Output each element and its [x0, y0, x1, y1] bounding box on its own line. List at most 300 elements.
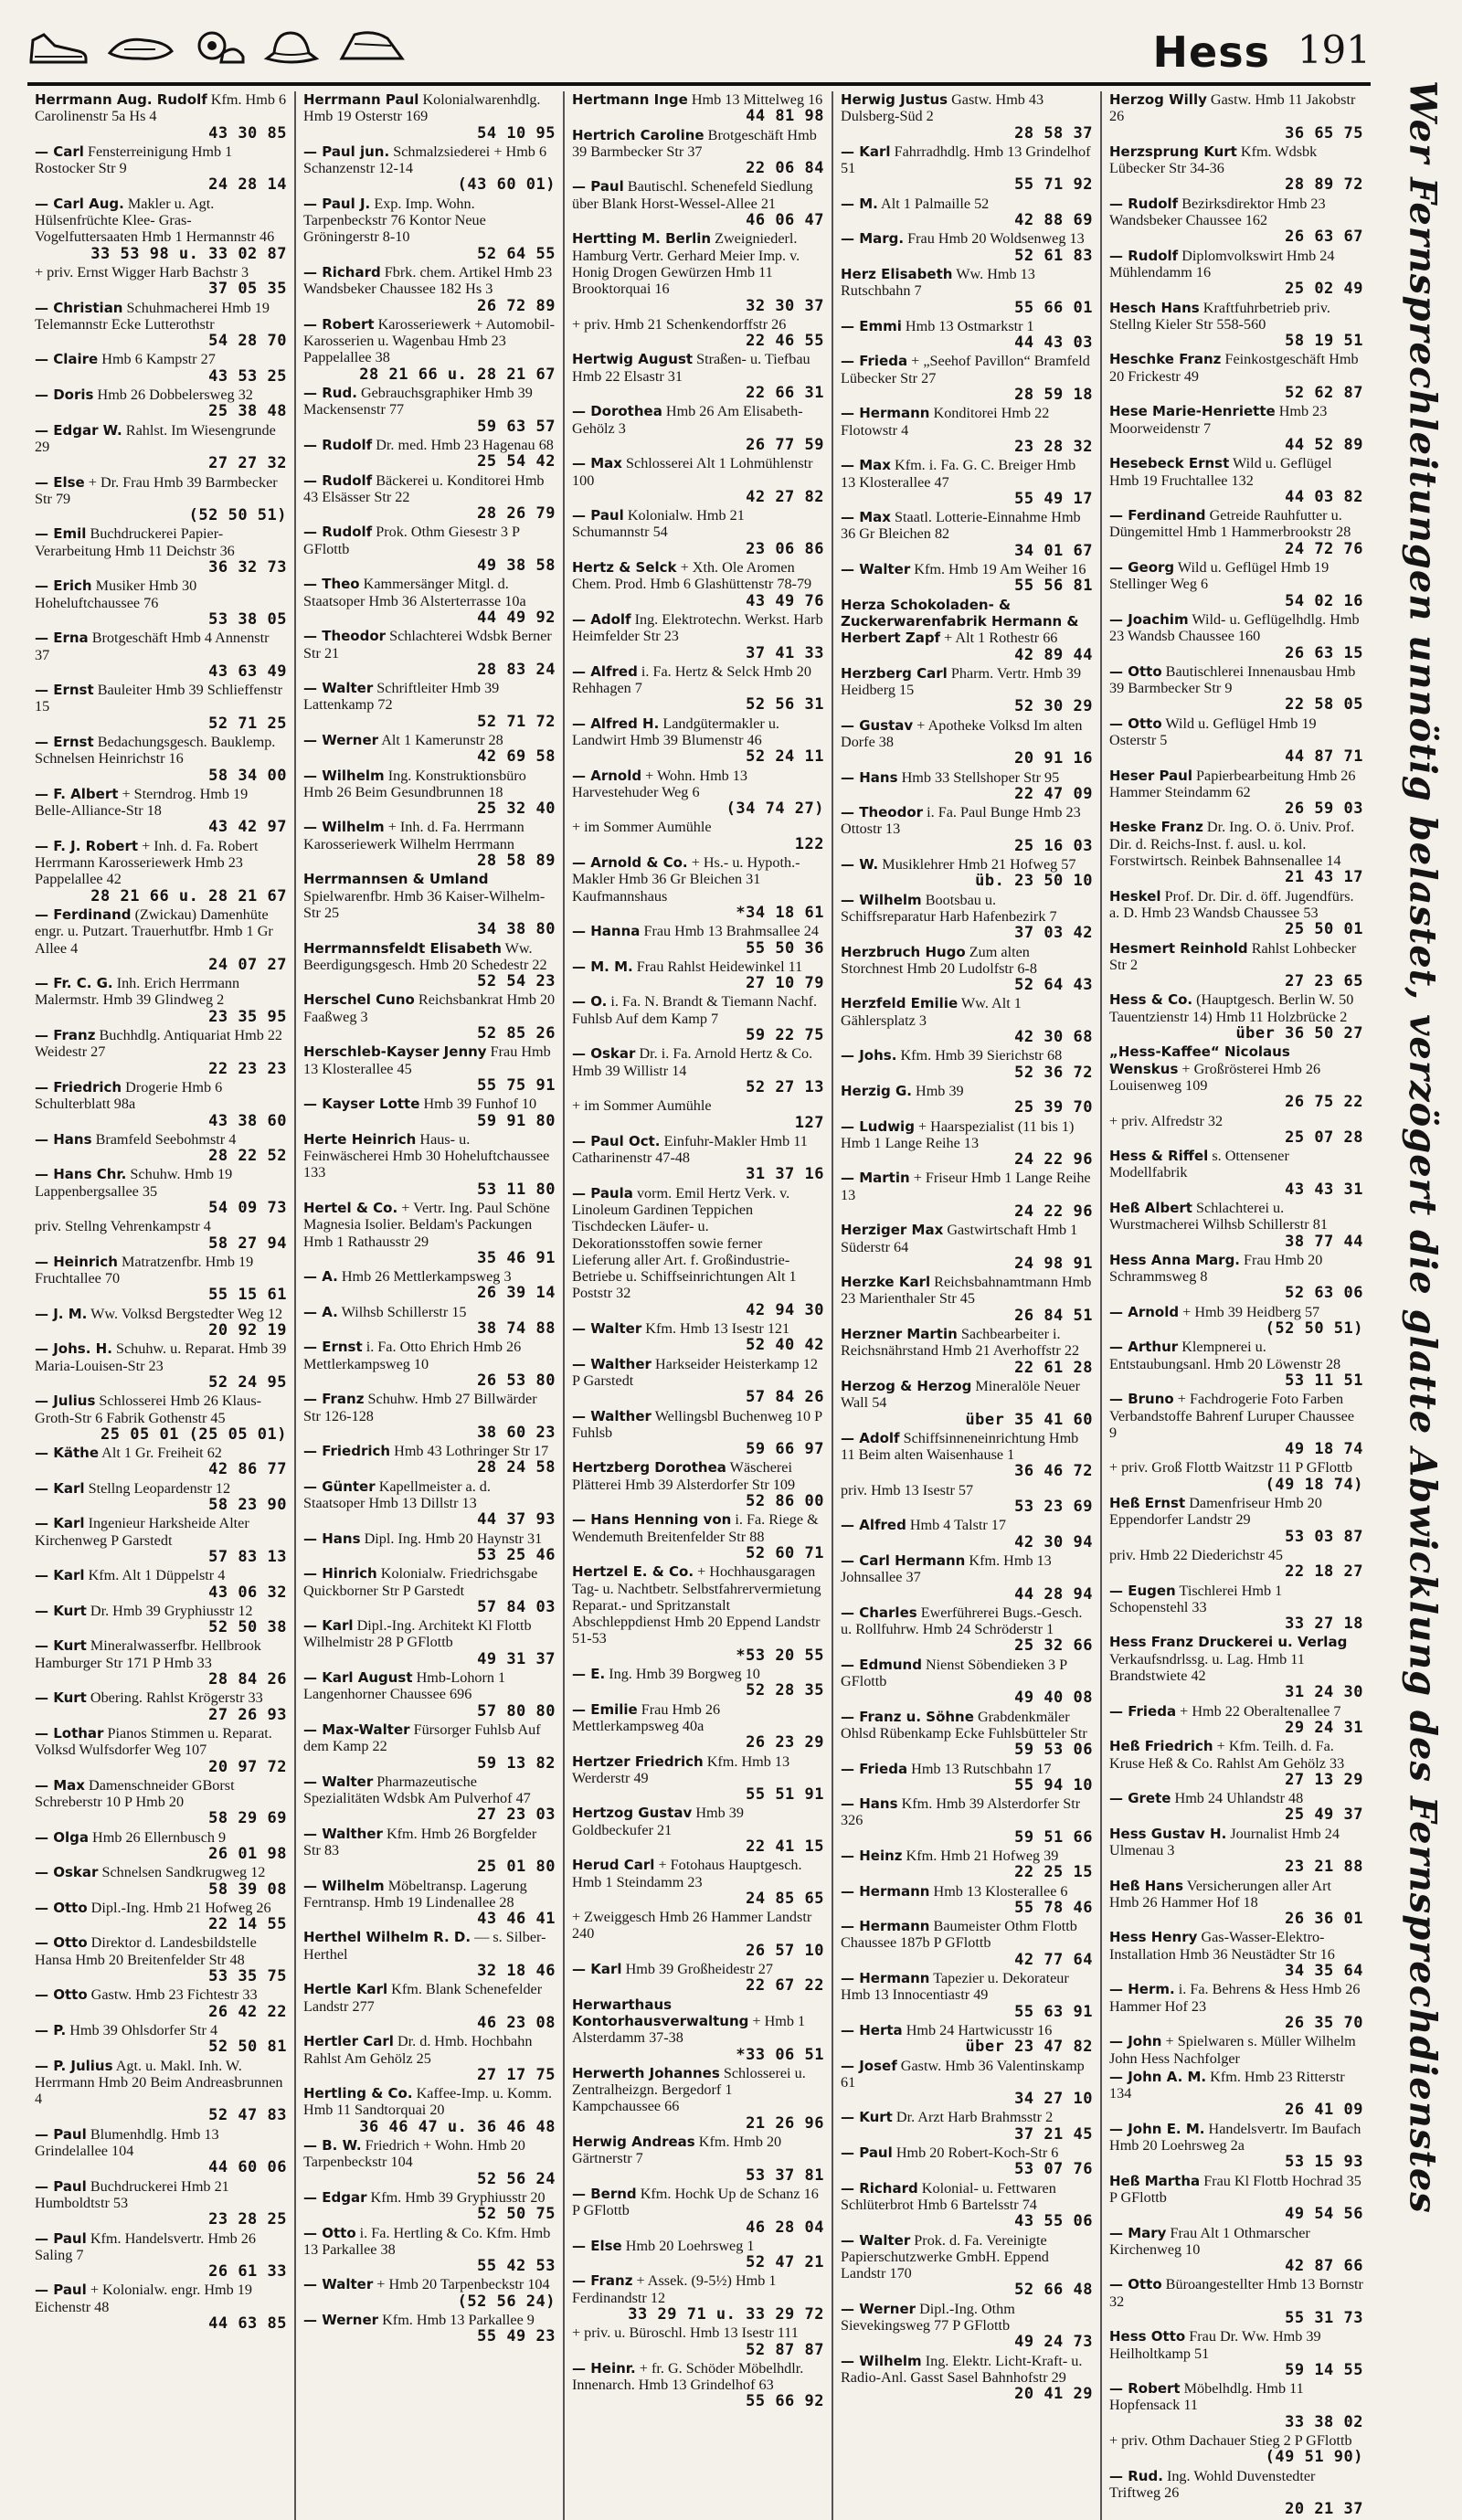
- entry-name: — Marg.: [841, 230, 905, 248]
- entry-name: — Paul: [35, 2177, 87, 2195]
- directory-entry: [572, 1097, 824, 1131]
- entry-details: Schuhw. Hmb 27 Billwärder Str 126-128: [303, 1391, 537, 1424]
- entry-phone: 27 23 03: [477, 1805, 556, 1825]
- entry-name: Heß Hans: [1109, 1877, 1184, 1894]
- directory-entry: [572, 1701, 824, 1752]
- header-keyword: Hess: [1152, 27, 1270, 77]
- header-icons: [27, 26, 406, 66]
- directory-entry: [35, 1340, 287, 1391]
- entry-phone: üb. 23 50 10: [975, 872, 1093, 891]
- entry-details: Wild u. Geflügel Hmb 19 Stellinger Weg 6: [1109, 559, 1330, 593]
- entry-details: Schriftleiter Hmb 39 Lattenkamp 72: [303, 680, 500, 714]
- directory-entry: [303, 1304, 556, 1338]
- entry-phone: 52 24 95: [208, 1372, 287, 1392]
- entry-phone: 22 61 28: [1014, 1358, 1093, 1377]
- entry-name: — Hans Chr.: [35, 1166, 127, 1183]
- entry-details: + im Sommer Aumühle: [572, 819, 712, 836]
- entry-details: Hmb 13 Klosterallee 6: [933, 1882, 1068, 1900]
- entry-details: Klempnerei u. Entstaubungsanl. Hmb 20 Löwenstr 28: [1109, 1339, 1341, 1372]
- entry-phone: 26 63 67: [1285, 228, 1363, 247]
- entry-details: i. Fa. Paul Bunge Hmb 23 Ottostr 13: [841, 804, 1081, 838]
- entry-details: Musiker Hmb 30 Hoheluftchaussee 76: [35, 577, 197, 611]
- entry-name: — O.: [572, 993, 608, 1011]
- entry-name: — Hans Henning von: [572, 1511, 732, 1529]
- entry-details: Buchhdlg. Antiquariat Hmb 22 Weidestr 27: [35, 1027, 283, 1061]
- entry-details: Agt. u. Makl. Inh. W. Herrmann Hmb 20 Beim Andreasbrunnen 4: [35, 2057, 283, 2108]
- entry-phone: 38 74 88: [477, 1319, 556, 1339]
- entry-details: Makler u. Agt. Hülsenfrüchte Klee- Gras- Vogelfuttersaaten Hmb 1 Hermannstr 46: [35, 195, 275, 246]
- entry-details: Spielwarenfbr. Hmb 36 Kaiser-Wilhelm-Str 25: [303, 887, 546, 921]
- directory-entry: [35, 682, 287, 732]
- entry-phone: 46 23 08: [477, 2013, 556, 2032]
- entry-details: + „Seehof Pavillon“ Bramfeld Lübecker Str 27: [841, 353, 1090, 386]
- directory-entry: [303, 385, 556, 435]
- directory-entry: [303, 768, 556, 818]
- entry-details: Kfm. Wdsbk Lübecker Str 34-36: [1109, 143, 1318, 177]
- entry-phone: 28 89 72: [1285, 175, 1363, 195]
- entry-phone: 53 15 93: [1285, 2153, 1363, 2172]
- entry-details: Bedachungsgesch. Bauklemp. Schnelsen Heinrichstr 16: [35, 733, 276, 768]
- entry-details: Kaffee-Imp. u. Komm. Hmb 11 Sandtorquai 20: [303, 2085, 553, 2119]
- entry-phone: 49 40 08: [1014, 1689, 1093, 1708]
- entry-phone: 122: [794, 834, 824, 853]
- entry-name: — M. M.: [572, 958, 633, 975]
- entry-phone: 55 50 36: [746, 938, 824, 958]
- entry-details: Brotgeschäft Hmb 4 Annenstr 37: [35, 630, 270, 663]
- entry-phone: 25 01 80: [477, 1858, 556, 1877]
- directory-entry: [1109, 1304, 1363, 1338]
- entry-name: — J. M.: [35, 1305, 88, 1322]
- entry-details: + priv. Othm Dachauer Stieg 2 P GFlottb: [1109, 2432, 1352, 2450]
- entry-phone: 28 58 37: [1014, 123, 1093, 143]
- directory-entry: [35, 734, 287, 784]
- entry-name: — Werner: [303, 731, 379, 748]
- entry-name: — Kurt: [35, 1689, 87, 1707]
- entry-phone: 33 38 02: [1285, 2412, 1363, 2431]
- entry-name: — Ernst: [35, 733, 94, 750]
- entry-name: — Otto: [35, 1899, 88, 1916]
- entry-phone: 26 75 22: [1285, 1093, 1363, 1112]
- entry-details: Hmb 26 Am Elisabeth-Gehölz 3: [572, 403, 803, 437]
- entry-details: Frau Hmb 13 Brahmsallee 24: [643, 923, 819, 940]
- entry-phone: 57 83 13: [208, 1547, 287, 1566]
- entry-phone: 46 28 04: [746, 2218, 824, 2237]
- directory-entry: [303, 1617, 556, 1668]
- entry-details: Hmb 13 Rutschbahn 17: [911, 1760, 1052, 1777]
- directory-entry: [35, 1689, 287, 1723]
- directory-entry: [303, 732, 556, 766]
- entry-phone: 24 72 76: [1285, 539, 1363, 558]
- directory-entry: [841, 1604, 1093, 1655]
- directory-entry: [35, 1079, 287, 1129]
- entry-phone: 31 37 16: [746, 1165, 824, 1184]
- directory-entry: [1109, 1583, 1363, 1633]
- entry-details: Bautischl. Schenefeld Siedlung über Blank Horst-Wessel-Allee 21: [572, 178, 813, 212]
- entry-phone: 52 66 48: [1014, 2281, 1093, 2300]
- entry-details: Haus- u. Feinwäscherei Hmb 30 Hoheluftchaussee 133: [303, 1130, 550, 1181]
- entry-name: Herud Carl: [572, 1857, 655, 1874]
- entry-details: Pharm. Vertr. Hmb 39 Heidberg 15: [841, 664, 1082, 699]
- entry-name: — Hans: [841, 1795, 898, 1813]
- directory-entry: [35, 196, 287, 262]
- entry-details: Wäscherei Plätterei Hmb 39 Alsterdorfer Str 109: [572, 1459, 796, 1493]
- entry-details: Rahlst Lohbecker Str 2: [1109, 939, 1357, 973]
- entry-name: — Friedrich: [303, 1443, 391, 1460]
- directory-entry: [35, 2178, 287, 2229]
- entry-phone: 22 46 55: [746, 332, 824, 351]
- entry-name: Herzner Martin: [841, 1326, 958, 1343]
- entry-details: Tapezier u. Dekorateur Hmb 13 Innocentiastr 49: [841, 1970, 1069, 2004]
- directory-entry: [303, 2085, 556, 2135]
- directory-entry: [1109, 768, 1363, 818]
- entry-name: Hertle Karl: [303, 1981, 388, 1998]
- entry-phone: 37 41 33: [746, 643, 824, 662]
- entry-name: — Max: [841, 457, 891, 474]
- entry-phone: 26 59 03: [1285, 799, 1363, 819]
- entry-details: Ing. Wohld Duvenstedter Triftweg 26: [1109, 2467, 1316, 2501]
- entry-details: + Vertr. Ing. Paul Schöne Magnesia Isolier. Beldam's Packungen Hmb 1 Rathausstr 29: [303, 1200, 550, 1250]
- entry-details: Hmb 13 Mittelweg 16: [691, 91, 823, 108]
- directory-entry: [1109, 940, 1363, 990]
- entry-name: — Christian: [35, 299, 123, 316]
- entry-name: Hess Gustav H.: [1109, 1825, 1227, 1842]
- entry-details: Damenschneider GBorst Schreberstr 10 P Hmb 20: [35, 1776, 235, 1811]
- entry-name: — Franz: [303, 1391, 365, 1408]
- directory-entry: [1109, 715, 1363, 766]
- entry-phone: 55 49 23: [477, 2327, 556, 2346]
- entry-details: Zweigniederl. Hamburg Vertr. Gerhard Meier Imp. v. Honig Drogen Gewürzen Hmb 11 Brooktorquai 16: [572, 230, 800, 298]
- entry-details: Frau Hmb 26 Mettlerkampsweg 40a: [572, 1700, 721, 1734]
- entry-details: Matratzenfbr. Hmb 19 Fruchtallee 70: [35, 1253, 254, 1287]
- directory-entry: [1109, 559, 1363, 609]
- entry-details: Kfm. Hmb 39 Sierichstr 68: [900, 1047, 1063, 1064]
- entry-name: — Rudolf: [303, 436, 373, 453]
- entry-name: — Claire: [35, 351, 99, 368]
- entry-details: Fensterreinigung Hmb 1 Rostocker Str 9: [35, 143, 233, 177]
- entry-phone: 22 67 22: [746, 1976, 824, 1996]
- entry-details: Prof. Dr. Dir. d. öff. Jugendfürs. a. D. Hmb 23 Wandsb Chaussee 53: [1109, 887, 1354, 921]
- entry-details: Hmb-Lohorn 1 Langenhorner Chaussee 696: [303, 1669, 506, 1703]
- directory-entry: [572, 819, 824, 852]
- entry-name: — Frieda: [841, 1760, 908, 1777]
- entry-name: — Dorothea: [572, 403, 662, 420]
- entry-details: Kfm. Hmb 21 Hofweg 39: [906, 1847, 1059, 1864]
- directory-entry: [572, 1961, 824, 1995]
- directory-entry: [303, 1565, 556, 1615]
- entry-details: Gas-Wasser-Elektro-Installation Hmb 36 Neustädter Str 16: [1109, 1929, 1335, 1963]
- entry-phone: 28 21 66 u. 28 21 67: [359, 365, 556, 384]
- directory-entry: [841, 2301, 1093, 2351]
- entry-phone: 20 97 72: [208, 1757, 287, 1776]
- entry-details: Schlosserei u. Zentralheizgn. Bergedorf 1 Kampchaussee 66: [572, 2064, 806, 2115]
- directory-entry: [841, 2232, 1093, 2299]
- entry-details: Zum alten Storchnest Hmb 20 Ludolfstr 6-8: [841, 943, 1037, 977]
- entry-phone: *33 06 51: [736, 2045, 824, 2064]
- entry-details: Frau Kl Flottb Hochrad 35 P GFlottb: [1109, 2172, 1361, 2206]
- entry-name: — Otto: [1109, 662, 1162, 680]
- entry-phone: 57 80 80: [477, 1701, 556, 1721]
- entry-phone: 55 66 92: [746, 2392, 824, 2411]
- directory-entry: [841, 2109, 1093, 2143]
- entry-details: Getreide Rauhfutter u. Düngemittel Hmb 1 Hammerbrookstr 28: [1109, 507, 1351, 541]
- entry-details: Alt 1 Palmaille 52: [881, 195, 990, 212]
- directory-entry: [841, 1222, 1093, 1272]
- directory-entry: [303, 871, 556, 937]
- entry-phone: 43 49 76: [746, 591, 824, 610]
- entry-details: Direktor d. Landesbildstelle Hansa Hmb 20 Breitenfelder Str 48: [35, 1934, 257, 1968]
- directory-entry: [841, 457, 1093, 507]
- entry-name: Herzog & Herzog: [841, 1377, 972, 1394]
- entry-phone: 49 24 73: [1014, 2333, 1093, 2352]
- entry-details: Hmb 26 Mettlerkampsweg 3: [341, 1268, 512, 1286]
- entry-phone: 42 86 77: [208, 1460, 287, 1479]
- entry-name: Heß Friedrich: [1109, 1738, 1213, 1755]
- entry-name: — Walter: [303, 1773, 374, 1790]
- directory-entry: [572, 663, 824, 714]
- entry-details: + priv. Alfredstr 32: [1109, 1112, 1224, 1129]
- entry-details: Kfm. Hmb 26 Borgfelder Str 83: [303, 1825, 537, 1858]
- entry-phone: 54 09 73: [208, 1199, 287, 1217]
- entry-details: Hmb 24 Uhlandstr 48: [1174, 1790, 1304, 1807]
- entry-phone: 43 30 85: [208, 123, 287, 143]
- entry-phone: 24 85 65: [746, 1889, 824, 1908]
- entry-name: — Ferdinand: [1109, 507, 1206, 524]
- entry-phone: 28 58 89: [477, 852, 556, 871]
- entry-name: — Franz u. Söhne: [841, 1708, 974, 1725]
- entry-name: — Edmund: [841, 1656, 922, 1673]
- entry-name: — Alfred: [572, 662, 638, 680]
- directory-entry: [303, 1339, 556, 1389]
- entry-name: — Paul: [35, 2282, 87, 2299]
- entry-name: — Grete: [1109, 1790, 1171, 1807]
- directory-entry: [841, 318, 1093, 352]
- directory-entry: [841, 1482, 1093, 1516]
- entry-phone: 23 21 88: [1285, 1858, 1363, 1877]
- entry-name: Herzig G.: [841, 1082, 912, 1099]
- entry-phone: 57 84 26: [746, 1388, 824, 1407]
- directory-entry: [35, 2230, 287, 2281]
- entry-phone: 22 41 15: [746, 1837, 824, 1856]
- directory-entry: [841, 892, 1093, 942]
- entry-details: Schuhw. u. Reparat. Hmb 39 Maria-Louisen-Str 23: [35, 1340, 287, 1374]
- entry-phone: 25 32 40: [477, 799, 556, 819]
- entry-details: Dr. i. Fa. Arnold Hertz & Co. Hmb 39 Willistr 14: [572, 1045, 813, 1079]
- entry-phone: 53 07 76: [1014, 2160, 1093, 2179]
- entry-details: Damenfriseur Hmb 20 Eppendorfer Landstr 29: [1109, 1495, 1322, 1529]
- entry-details: Frau Rahlst Heidewinkel 11: [636, 958, 803, 975]
- entry-phone: 42 89 44: [1014, 645, 1093, 664]
- entry-phone: 20 21 37: [1285, 2500, 1363, 2519]
- entry-details: Kapellmeister a. d. Staatsoper Hmb 13 Dillstr 13: [303, 1477, 491, 1512]
- entry-phone: 25 39 70: [1014, 1098, 1093, 1117]
- entry-name: Hesch Hans: [1109, 299, 1200, 316]
- entry-name: Herwig Andreas: [572, 2134, 695, 2151]
- entry-name: — Kurt: [35, 1637, 87, 1655]
- entry-phone: 59 51 66: [1014, 1827, 1093, 1847]
- directory-entry: [303, 1478, 556, 1529]
- entry-name: Heskel: [1109, 887, 1161, 905]
- entry-phone: 27 13 29: [1285, 1770, 1363, 1789]
- directory-entry: [572, 1996, 824, 2063]
- directory-entry: [303, 1391, 556, 1441]
- entry-name: — Gustav: [841, 716, 914, 734]
- directory-entry: [572, 958, 824, 992]
- entry-details: Ing. Hmb 39 Borgweg 10: [609, 1666, 760, 1683]
- entry-details: Fürsorger Fuhlsb Auf dem Kamp 22: [303, 1721, 541, 1755]
- entry-details: Ing. Elektrotechn. Werkst. Harb Heimfelder Str 23: [572, 610, 823, 645]
- entry-name: Heske Franz: [1109, 819, 1203, 836]
- entry-phone: 52 54 23: [477, 972, 556, 991]
- entry-name: Herz Elisabeth: [841, 265, 953, 282]
- entry-details: Gastw. Hmb 36 Valentinskamp 61: [841, 2057, 1085, 2091]
- entry-phone: 23 35 95: [208, 1007, 287, 1026]
- hat-icon: [263, 26, 320, 66]
- directory-entry: [303, 1878, 556, 1928]
- entry-details: Hmb 39: [916, 1082, 964, 1099]
- entry-details: i. Fa. N. Brandt & Tiemann Nachf. Fuhlsb Auf dem Kamp 7: [572, 993, 818, 1027]
- entry-phone: 26 63 15: [1285, 643, 1363, 662]
- entry-details: Alt 1 Gr. Freiheit 62: [101, 1445, 222, 1462]
- entry-phone: 52 62 87: [1285, 384, 1363, 403]
- directory-entry: [1109, 455, 1363, 505]
- directory-entry: [841, 1657, 1093, 1707]
- entry-details: Sachbearbeiter i. Reichsnährstand Hmb 21 Averhoffstr 22: [841, 1326, 1080, 1360]
- entry-details: Gastw. Hmb 43 Dulsberg-Süd 2: [841, 91, 1044, 125]
- directory-entry: [303, 143, 556, 194]
- directory-entry: [1109, 991, 1363, 1042]
- directory-entry: [1109, 2276, 1363, 2326]
- entry-phone: 59 63 57: [477, 417, 556, 436]
- entry-name: — Walther: [572, 1355, 652, 1372]
- directory-entry: [841, 2058, 1093, 2108]
- entry-details: Kfm. Hmb 39 Gryphiusstr 20: [370, 2188, 546, 2206]
- directory-entry: [303, 2189, 556, 2223]
- entry-name: — Paul: [572, 507, 624, 524]
- entry-phone: 53 23 69: [1014, 1498, 1093, 1517]
- entry-phone: (52 50 51): [1265, 1319, 1363, 1339]
- entry-details: + Sterndrog. Hmb 19 Belle-Alliance-Str 18: [35, 785, 249, 820]
- cap-icon: [336, 26, 406, 66]
- entry-details: Hmb 39 Ohlsdorfer Str 4: [69, 2021, 218, 2038]
- directory-entry: [35, 1515, 287, 1565]
- directory-entry: [841, 1918, 1093, 1968]
- directory-entry: [35, 1392, 287, 1443]
- entry-name: — Fr. C. G.: [35, 975, 113, 992]
- entry-phone: 25 38 48: [208, 402, 287, 421]
- directory-entry: [572, 91, 824, 125]
- directory-entry: [1109, 1981, 1363, 2031]
- entry-name: — Arthur: [1109, 1339, 1179, 1356]
- directory-entry: [1109, 1634, 1363, 1700]
- entry-details: Blumenhdlg. Hmb 13 Grindelallee 104: [35, 2125, 219, 2160]
- entry-name: Hertling & Co.: [303, 2085, 413, 2102]
- entry-name: — Frieda: [1109, 1702, 1177, 1720]
- directory-entry: [841, 91, 1093, 142]
- entry-details: Alt 1 Kamerunstr 28: [381, 731, 503, 748]
- entry-details: Exp. Imp. Wohn. Tarpenbeckstr 76 Kontor Neue Gröningerstr 8-10: [303, 195, 486, 246]
- directory-entry: [572, 559, 824, 609]
- entry-phone: 32 30 37: [746, 296, 824, 315]
- entry-name: — Franz: [35, 1027, 96, 1044]
- entry-phone: 59 91 80: [477, 1111, 556, 1130]
- directory-entry: [572, 1356, 824, 1406]
- directory-entry: [1109, 2033, 1363, 2067]
- directory-entry: [1109, 1459, 1363, 1493]
- entry-phone: 52 24 11: [746, 747, 824, 767]
- entry-name: — Oskar: [35, 1864, 99, 1881]
- entry-details: Dr. Hmb 39 Gryphiusstr 12: [90, 1602, 253, 1619]
- entry-details: Kraftfuhrbetrieb priv. Stellng Kieler Str 558-560: [1109, 299, 1330, 333]
- entry-phone: 52 61 83: [1014, 246, 1093, 265]
- entry-name: — Bernd: [572, 2185, 637, 2202]
- entry-details: i. Fa. Hertz & Selck Hmb 20 Rehhagen 7: [572, 662, 811, 697]
- entry-details: Rahlst. Im Wiesengrunde 29: [35, 421, 276, 455]
- entry-phone: 55 71 92: [1014, 175, 1093, 195]
- entry-phone: 43 53 25: [208, 366, 287, 386]
- directory-entry: [303, 628, 556, 678]
- entry-phone: 52 87 87: [746, 2340, 824, 2359]
- entry-details: Kolonial- u. Fettwaren Schlüterbrot Hmb 6 Bartelsstr 74: [841, 2179, 1056, 2213]
- entry-phone: 52 47 83: [208, 2106, 287, 2125]
- entry-details: Wild u. Geflügel Hmb 19 Osterstr 5: [1109, 715, 1317, 748]
- entry-phone: 55 56 81: [1014, 577, 1093, 596]
- directory-entry: [841, 509, 1093, 559]
- entry-name: Herzbruch Hugo: [841, 943, 966, 960]
- entry-name: — Georg: [1109, 559, 1175, 577]
- entry-details: Dipl. Ing. Hmb 20 Haynstr 31: [364, 1530, 543, 1547]
- entry-name: Hertzer Friedrich: [572, 1752, 704, 1770]
- entry-phone: 25 49 37: [1285, 1805, 1363, 1825]
- entry-details: + Apotheke Volksd Im alten Dorfe 38: [841, 716, 1083, 750]
- entry-details: + Zweiggesch Hmb 26 Hammer Landstr 240: [572, 1909, 812, 1943]
- entry-details: Bramfeld Seebohmstr 4: [95, 1130, 237, 1148]
- directory-entry: [572, 768, 824, 818]
- entry-name: — Wilhelm: [841, 891, 922, 908]
- entry-name: — Johs.: [841, 1047, 897, 1064]
- directory-entry: [303, 91, 556, 142]
- entry-details: Karosseriewerk + Automobil-Karosserien u. Wagenbau Hmb 23 Pappelallee 38: [303, 315, 556, 366]
- entry-name: — Wilhelm: [841, 2352, 922, 2369]
- entry-phone: 43 43 31: [1285, 1180, 1363, 1199]
- entry-details: Dipl.-Ing. Architekt Kl Flottb Wilhelmistr 28 P GFlottb: [303, 1617, 532, 1651]
- directory-entry: [35, 1131, 287, 1165]
- entry-details: Bautischlerei Innenausbau Hmb 39 Barmbecker Str 9: [1109, 662, 1356, 697]
- directory-entry: [572, 1320, 824, 1354]
- entry-details: Schiffsinneneinrichtung Hmb 11 Beim alten Waisenhause 1: [841, 1429, 1079, 1464]
- entry-details: Möbelhdlg. Hmb 11 Hopfensack 11: [1109, 2380, 1304, 2414]
- directory-entry: [572, 351, 824, 401]
- entry-name: — Rud.: [1109, 2467, 1163, 2484]
- entry-phone: 44 37 93: [477, 1510, 556, 1530]
- entry-name: Herziger Max: [841, 1222, 944, 1239]
- directory-entry: [841, 804, 1093, 854]
- entry-details: Papierbearbeitung Hmb 26 Hammer Steindamm 62: [1109, 767, 1356, 800]
- entry-phone: 28 83 24: [477, 660, 556, 679]
- entry-phone: (52 56 24): [457, 2292, 556, 2311]
- entry-details: Ing. Elektr. Licht-Kraft- u. Radio-Anl. Gasst Sasel Bahnhofstr 29: [841, 2352, 1083, 2386]
- directory-entry: [572, 1511, 824, 1562]
- entry-details: Kfm. Hmb 6 Carolinenstr 5a Hs 4: [35, 91, 287, 125]
- entry-name: — Mary: [1109, 2224, 1167, 2241]
- directory-entry: [35, 1445, 287, 1478]
- entry-phone: 59 66 97: [746, 1440, 824, 1459]
- entry-details: Buchdruckerei Hmb 21 Humboldtstr 53: [35, 2177, 229, 2211]
- entry-phone: 42 30 68: [1014, 1028, 1093, 1047]
- entry-name: — Robert: [1109, 2380, 1181, 2398]
- entry-phone: 26 35 70: [1285, 2013, 1363, 2032]
- entry-phone: 127: [794, 1113, 824, 1132]
- directory-entry: [841, 196, 1093, 229]
